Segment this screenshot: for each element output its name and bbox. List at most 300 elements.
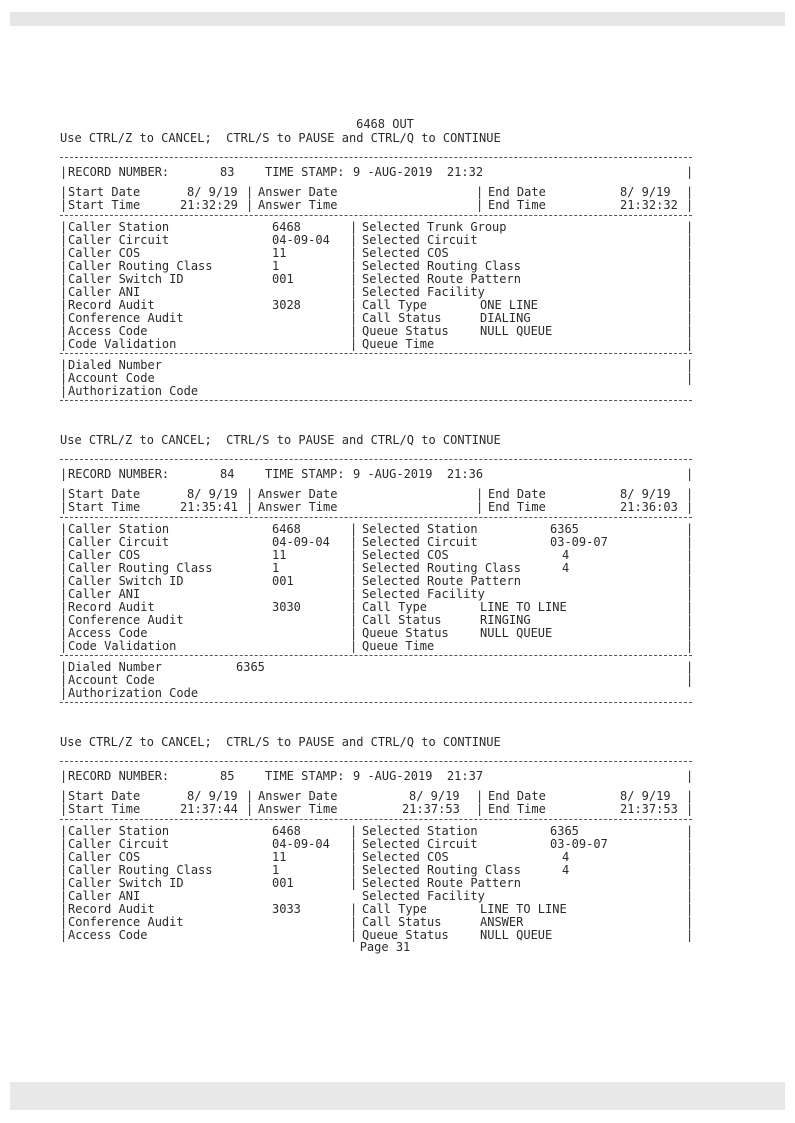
caller-station: 6468 <box>272 522 301 536</box>
field-label: Caller Station <box>68 824 170 838</box>
record-row <box>60 186 692 199</box>
field-label: Selected Trunk Group <box>362 220 507 234</box>
field-label: Authorization Code <box>68 686 199 700</box>
queue-status: NULL QUEUE <box>480 626 553 640</box>
field-label: Start Time <box>68 802 141 816</box>
field-label: Selected Route Pattern <box>362 574 521 588</box>
column-divider: | <box>60 626 68 640</box>
time-stamp: 9 -AUG-2019 21:36 <box>353 467 484 481</box>
dashed-separator <box>60 761 692 762</box>
column-divider: | <box>60 639 68 653</box>
field-label: Selected Route Pattern <box>362 876 521 890</box>
column-divider: | <box>246 500 254 514</box>
field-label: Selected Circuit <box>362 535 478 549</box>
record-row <box>60 199 692 212</box>
column-divider: | <box>350 233 358 247</box>
column-divider: | <box>246 789 254 803</box>
field-label: Start Date <box>68 487 141 501</box>
column-divider: | <box>246 198 254 212</box>
caller-station: 6468 <box>272 824 301 838</box>
call-status: RINGING <box>480 613 531 627</box>
field-label: Selected Circuit <box>362 233 478 247</box>
column-divider: | <box>686 246 694 260</box>
field-label: Caller Circuit <box>68 837 170 851</box>
end-date: 8/ 9/19 <box>620 185 671 199</box>
column-divider: | <box>350 311 358 325</box>
column-divider: | <box>686 198 694 212</box>
field-label: Selected COS <box>362 850 449 864</box>
field-label: Conference Audit <box>68 613 184 627</box>
column-divider: | <box>686 915 694 929</box>
column-divider: | <box>686 802 694 816</box>
column-divider: | <box>686 371 694 385</box>
column-divider: | <box>686 165 694 179</box>
column-divider: | <box>60 902 68 916</box>
field-label: Selected Route Pattern <box>362 272 521 286</box>
caller-switch-id: 001 <box>272 574 294 588</box>
record-audit: 3028 <box>272 298 301 312</box>
time-stamp: 9 -AUG-2019 21:37 <box>353 769 484 783</box>
field-label: Caller COS <box>68 548 141 562</box>
caller-routing-class: 1 <box>272 863 280 877</box>
field-label: Dialed Number <box>68 358 162 372</box>
field-label: End Date <box>488 487 546 501</box>
field-label: Call Status <box>362 915 442 929</box>
column-divider: | <box>60 837 68 851</box>
field-label: Queue Status <box>362 324 449 338</box>
start-date-label: Start Date <box>68 185 141 199</box>
column-divider: | <box>350 259 358 273</box>
queue-status: NULL QUEUE <box>480 324 553 338</box>
field-label: Selected Facility <box>362 587 485 601</box>
instruction-line: Use CTRL/Z to CANCEL; CTRL/S to PAUSE and CTRL/Q to CONTINUE <box>60 735 501 749</box>
field-label: Selected COS <box>362 246 449 260</box>
field-label: Queue Time <box>362 337 435 351</box>
column-divider: | <box>60 198 68 212</box>
call-type: LINE TO LINE <box>480 902 567 916</box>
column-divider: | <box>350 613 358 627</box>
field-label: RECORD NUMBER: <box>68 769 170 783</box>
column-divider: | <box>686 233 694 247</box>
column-divider: | <box>686 789 694 803</box>
record-audit: 3033 <box>272 902 301 916</box>
dashed-separator <box>60 819 692 820</box>
column-divider: | <box>60 285 68 299</box>
column-divider: | <box>686 337 694 351</box>
dashed-separator <box>60 215 692 216</box>
column-divider: | <box>686 522 694 536</box>
answer-time-label: Answer Time <box>258 198 338 212</box>
end-time: 21:32:32 <box>620 198 678 212</box>
column-divider: | <box>350 324 358 338</box>
record-row <box>60 770 692 783</box>
column-divider: | <box>686 673 694 687</box>
column-divider: | <box>350 639 358 653</box>
column-divider: | <box>350 928 358 942</box>
field-label: Code Validation <box>68 337 177 351</box>
column-divider: | <box>60 358 68 372</box>
end-date-label: End Date <box>488 185 546 199</box>
field-label: Dialed Number <box>68 660 162 674</box>
column-divider: | <box>686 500 694 514</box>
column-divider: | <box>60 384 68 398</box>
field-label: Caller Circuit <box>68 233 170 247</box>
column-divider: | <box>686 272 694 286</box>
column-divider: | <box>686 535 694 549</box>
field-label: TIME STAMP: <box>265 769 345 783</box>
record-row <box>60 501 692 514</box>
column-divider: | <box>60 272 68 286</box>
selected-station: 6365 <box>550 824 579 838</box>
column-divider: | <box>686 902 694 916</box>
selected-routing-class: 4 <box>562 863 570 877</box>
column-divider: | <box>60 522 68 536</box>
field-label: Answer Time <box>258 500 338 514</box>
field-label: Call Type <box>362 600 428 614</box>
column-divider: | <box>60 824 68 838</box>
column-divider: | <box>60 165 68 179</box>
column-divider: | <box>350 600 358 614</box>
column-divider: | <box>350 272 358 286</box>
column-divider: | <box>686 587 694 601</box>
column-divider: | <box>350 548 358 562</box>
dashed-separator <box>60 400 692 401</box>
caller-switch-id: 001 <box>272 876 294 890</box>
column-divider: | <box>686 358 694 372</box>
column-divider: | <box>476 500 484 514</box>
field-label: TIME STAMP: <box>265 467 345 481</box>
column-divider: | <box>350 285 358 299</box>
column-divider: | <box>60 673 68 687</box>
column-divider: | <box>60 876 68 890</box>
caller-circuit: 04-09-04 <box>272 837 330 851</box>
column-divider: | <box>60 769 68 783</box>
record-row <box>60 166 692 179</box>
column-divider: | <box>476 198 484 212</box>
field-label: Start Date <box>68 789 141 803</box>
column-divider: | <box>350 246 358 260</box>
field-label: End Time <box>488 500 546 514</box>
call-status: ANSWER <box>480 915 524 929</box>
column-divider: | <box>60 220 68 234</box>
field-label: Caller Circuit <box>68 535 170 549</box>
column-divider: | <box>350 626 358 640</box>
column-divider: | <box>686 487 694 501</box>
column-divider: | <box>60 337 68 351</box>
call-type: LINE TO LINE <box>480 600 567 614</box>
selected-cos: 4 <box>562 850 570 864</box>
column-divider: | <box>350 837 358 851</box>
field-label: RECORD NUMBER: <box>68 467 170 481</box>
column-divider: | <box>476 185 484 199</box>
column-divider: | <box>350 298 358 312</box>
start-time: 21:35:41 <box>180 500 238 514</box>
field-label: Caller ANI <box>68 587 141 601</box>
field-label: Caller Routing Class <box>68 561 213 575</box>
field-label: Caller Station <box>68 522 170 536</box>
column-divider: | <box>686 285 694 299</box>
column-divider: | <box>350 522 358 536</box>
dashed-separator <box>60 702 692 703</box>
field-label: Call Type <box>362 902 428 916</box>
column-divider: | <box>476 487 484 501</box>
dialed-number: 6365 <box>236 660 265 674</box>
record-number-label: RECORD NUMBER: <box>68 165 170 179</box>
column-divider: | <box>686 639 694 653</box>
caller-cos: 11 <box>272 548 287 562</box>
answer-date-label: Answer Date <box>258 185 338 199</box>
field-label: Account Code <box>68 673 155 687</box>
column-divider: | <box>686 185 694 199</box>
column-divider: | <box>60 467 68 481</box>
field-label: Authorization Code <box>68 384 199 398</box>
record-number: 83 <box>220 165 235 179</box>
field-label: End Date <box>488 789 546 803</box>
column-divider: | <box>686 660 694 674</box>
dashed-separator <box>60 157 692 158</box>
column-divider: | <box>350 587 358 601</box>
record-row <box>60 468 692 481</box>
queue-status: NULL QUEUE <box>480 928 553 942</box>
field-label: Access Code <box>68 626 148 640</box>
answer-date: 8/ 9/19 <box>409 789 460 803</box>
field-label: Access Code <box>68 928 148 942</box>
field-label: Selected Station <box>362 824 478 838</box>
column-divider: | <box>476 789 484 803</box>
caller-routing-class: 1 <box>272 259 280 273</box>
column-divider: | <box>686 220 694 234</box>
column-divider: | <box>246 487 254 501</box>
column-divider: | <box>60 246 68 260</box>
column-divider: | <box>686 467 694 481</box>
record-row <box>60 488 692 501</box>
column-divider: | <box>60 535 68 549</box>
column-divider: | <box>60 298 68 312</box>
caller-routing-class: 1 <box>272 561 280 575</box>
field-label: Selected Station <box>362 522 478 536</box>
column-divider: | <box>476 802 484 816</box>
field-label: Caller Routing Class <box>68 863 213 877</box>
start-time-label: Start Time <box>68 198 141 212</box>
end-date: 8/ 9/19 <box>620 789 671 803</box>
field-label: Selected Circuit <box>362 837 478 851</box>
record-row <box>60 803 692 816</box>
column-divider: | <box>60 574 68 588</box>
column-divider: | <box>246 185 254 199</box>
column-divider: | <box>686 600 694 614</box>
column-divider: | <box>246 802 254 816</box>
instruction-line: Use CTRL/Z to CANCEL; CTRL/S to PAUSE and CTRL/Q to CONTINUE <box>60 131 501 145</box>
field-label: Caller Switch ID <box>68 876 184 890</box>
record-number: 84 <box>220 467 235 481</box>
field-label: Start Time <box>68 500 141 514</box>
column-divider: | <box>350 850 358 864</box>
column-divider: | <box>686 311 694 325</box>
field-label: Answer Time <box>258 802 338 816</box>
column-divider: | <box>60 487 68 501</box>
time-stamp-label: TIME STAMP: <box>265 165 345 179</box>
call-status: DIALING <box>480 311 531 325</box>
field-label: Queue Status <box>362 928 449 942</box>
end-date: 8/ 9/19 <box>620 487 671 501</box>
column-divider: | <box>60 324 68 338</box>
field-label: Record Audit <box>68 902 155 916</box>
dashed-separator <box>60 353 692 354</box>
column-divider: | <box>60 915 68 929</box>
selected-circuit: 03-09-07 <box>550 837 608 851</box>
column-divider: | <box>60 863 68 877</box>
selected-cos: 4 <box>562 548 570 562</box>
field-label: Access Code <box>68 324 148 338</box>
dashed-separator <box>60 517 692 518</box>
column-divider: | <box>60 311 68 325</box>
column-divider: | <box>60 613 68 627</box>
column-divider: | <box>60 233 68 247</box>
caller-circuit: 04-09-04 <box>272 233 330 247</box>
column-divider: | <box>60 789 68 803</box>
column-divider: | <box>686 889 694 903</box>
field-label: Caller COS <box>68 246 141 260</box>
field-label: Selected Routing Class <box>362 863 521 877</box>
field-label: Answer Date <box>258 789 338 803</box>
column-divider: | <box>686 561 694 575</box>
end-time-label: End Time <box>488 198 546 212</box>
column-divider: | <box>60 686 68 700</box>
column-divider: | <box>686 613 694 627</box>
selected-circuit: 03-09-07 <box>550 535 608 549</box>
column-divider: | <box>686 324 694 338</box>
record-row <box>60 661 692 674</box>
field-label: Queue Time <box>362 639 435 653</box>
caller-station: 6468 <box>272 220 301 234</box>
field-label: Selected Facility <box>362 889 485 903</box>
column-divider: | <box>350 220 358 234</box>
column-divider: | <box>60 500 68 514</box>
column-divider: | <box>686 259 694 273</box>
column-divider: | <box>60 548 68 562</box>
field-label: Conference Audit <box>68 311 184 325</box>
record-row <box>60 359 692 372</box>
record-row <box>60 640 692 653</box>
call-type: ONE LINE <box>480 298 538 312</box>
start-time: 21:32:29 <box>180 198 238 212</box>
end-time: 21:37:53 <box>620 802 678 816</box>
scan-edge-bottom <box>10 1082 785 1110</box>
column-divider: | <box>350 902 358 916</box>
record-row <box>60 338 692 351</box>
answer-time: 21:37:53 <box>402 802 460 816</box>
column-divider: | <box>60 561 68 575</box>
field-label: Selected COS <box>362 548 449 562</box>
field-label: Caller Switch ID <box>68 272 184 286</box>
field-label: Code Validation <box>68 639 177 653</box>
report-title: 6468 OUT <box>356 117 414 131</box>
field-label: Caller Switch ID <box>68 574 184 588</box>
caller-cos: 11 <box>272 246 287 260</box>
column-divider: | <box>686 928 694 942</box>
start-time: 21:37:44 <box>180 802 238 816</box>
column-divider: | <box>686 863 694 877</box>
field-label: End Time <box>488 802 546 816</box>
record-row <box>60 687 692 700</box>
column-divider: | <box>350 337 358 351</box>
caller-cos: 11 <box>272 850 287 864</box>
column-divider: | <box>350 824 358 838</box>
column-divider: | <box>686 574 694 588</box>
column-divider: | <box>686 548 694 562</box>
column-divider: | <box>350 876 358 890</box>
column-divider: | <box>60 600 68 614</box>
start-date: 8/ 9/19 <box>187 185 238 199</box>
field-label: Selected Routing Class <box>362 561 521 575</box>
column-divider: | <box>60 850 68 864</box>
field-label: Call Status <box>362 311 442 325</box>
field-label: Call Type <box>362 298 428 312</box>
caller-circuit: 04-09-04 <box>272 535 330 549</box>
column-divider: | <box>686 850 694 864</box>
field-label: Call Status <box>362 613 442 627</box>
field-label: Selected Facility <box>362 285 485 299</box>
column-divider: | <box>686 626 694 640</box>
field-label: Selected Routing Class <box>362 259 521 273</box>
caller-switch-id: 001 <box>272 272 294 286</box>
field-label: Record Audit <box>68 600 155 614</box>
column-divider: | <box>60 660 68 674</box>
field-label: Conference Audit <box>68 915 184 929</box>
column-divider: | <box>60 185 68 199</box>
field-label: Record Audit <box>68 298 155 312</box>
field-label: Caller COS <box>68 850 141 864</box>
selected-routing-class: 4 <box>562 561 570 575</box>
column-divider: | <box>686 876 694 890</box>
field-label: Caller ANI <box>68 285 141 299</box>
start-date: 8/ 9/19 <box>187 789 238 803</box>
column-divider: | <box>350 574 358 588</box>
column-divider: | <box>60 802 68 816</box>
field-label: Answer Date <box>258 487 338 501</box>
time-stamp: 9 -AUG-2019 21:32 <box>353 165 484 179</box>
column-divider: | <box>350 535 358 549</box>
column-divider: | <box>686 298 694 312</box>
record-number: 85 <box>220 769 235 783</box>
column-divider: | <box>350 915 358 929</box>
column-divider: | <box>60 259 68 273</box>
column-divider: | <box>350 863 358 877</box>
field-label: Caller ANI <box>68 889 141 903</box>
column-divider: | <box>60 928 68 942</box>
record-row <box>60 790 692 803</box>
selected-station: 6365 <box>550 522 579 536</box>
dashed-separator <box>60 655 692 656</box>
record-audit: 3030 <box>272 600 301 614</box>
end-time: 21:36:03 <box>620 500 678 514</box>
page-number: Page 31 <box>359 940 411 954</box>
column-divider: | <box>686 837 694 851</box>
field-label: Account Code <box>68 371 155 385</box>
dashed-separator <box>60 459 692 460</box>
field-label: Caller Station <box>68 220 170 234</box>
field-label: Queue Status <box>362 626 449 640</box>
start-date: 8/ 9/19 <box>187 487 238 501</box>
column-divider: | <box>60 889 68 903</box>
scan-edge-top <box>10 12 785 26</box>
column-divider: | <box>686 769 694 783</box>
instruction-line: Use CTRL/Z to CANCEL; CTRL/S to PAUSE and CTRL/Q to CONTINUE <box>60 433 501 447</box>
field-label: Caller Routing Class <box>68 259 213 273</box>
record-row <box>60 385 692 398</box>
column-divider: | <box>60 371 68 385</box>
column-divider: | <box>350 561 358 575</box>
